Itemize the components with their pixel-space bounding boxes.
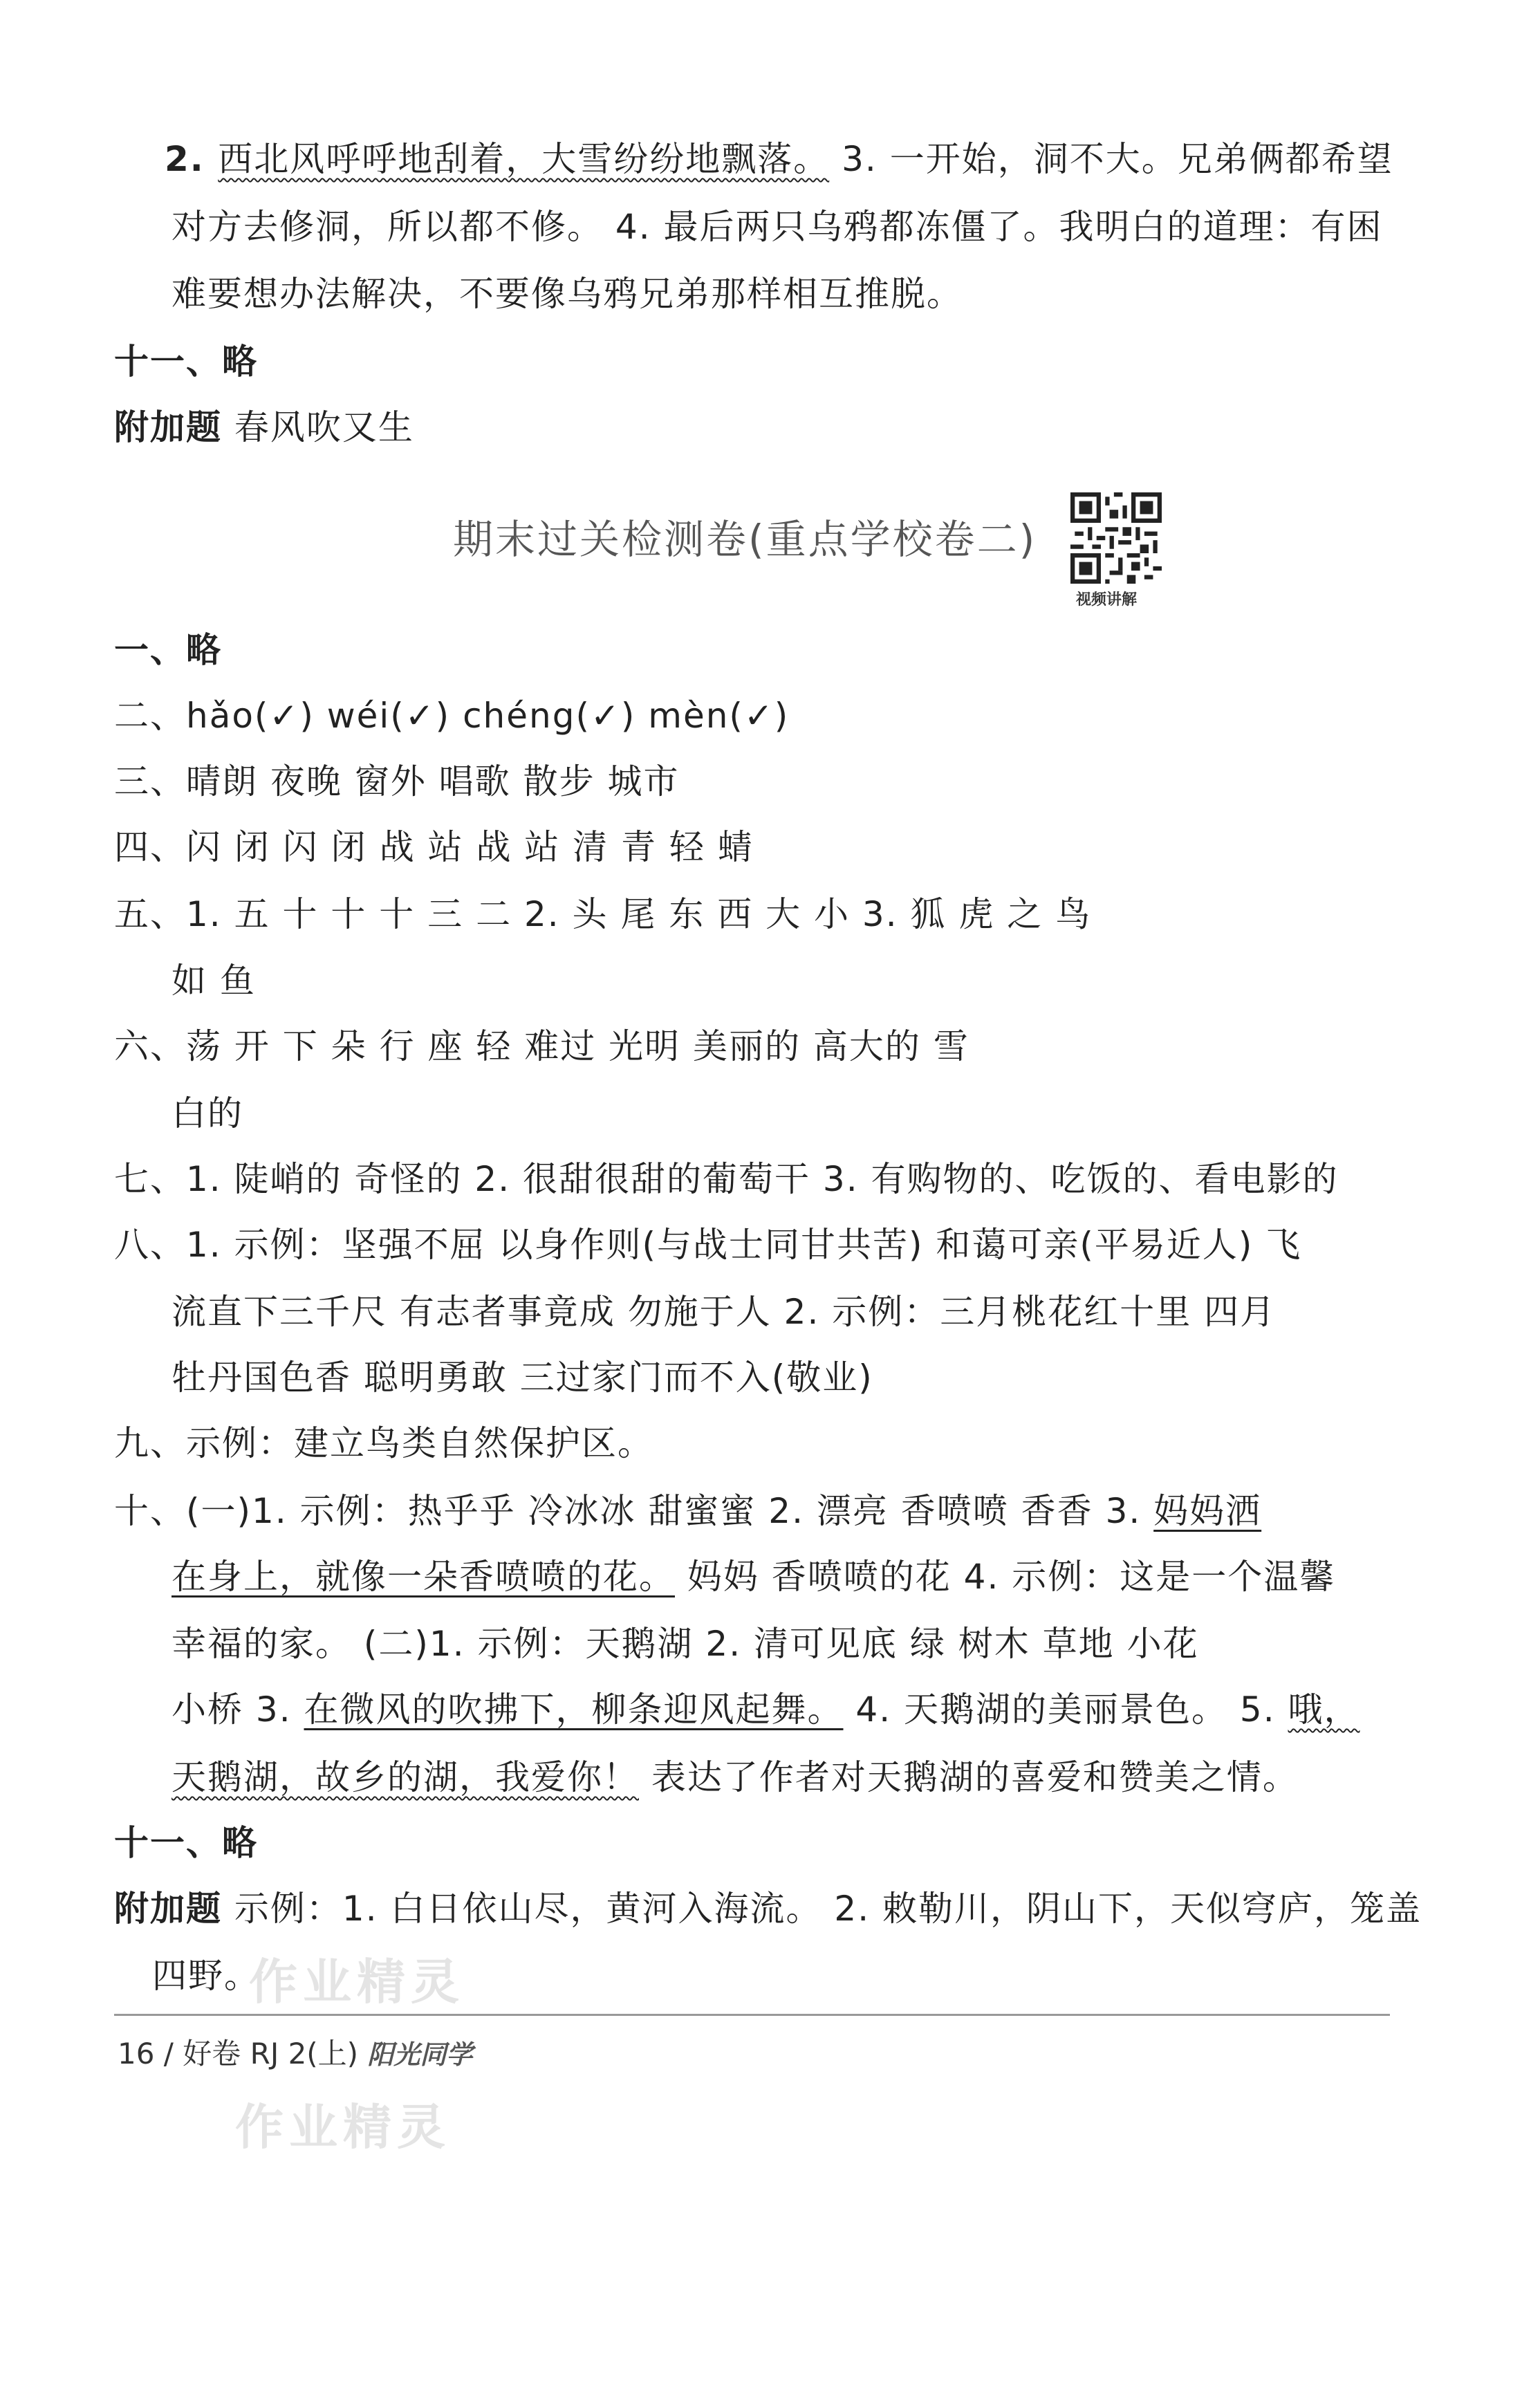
watermark: 作业精灵 (235, 2099, 451, 2156)
bonus-line (114, 403, 414, 452)
underlined-answer: 在身上，就像一朵香喷喷的花。 (171, 1557, 675, 1597)
answer-line: 如 鱼 (171, 961, 256, 1001)
answer-text: 4. 天鹅湖的美丽景色。 5. (843, 1689, 1288, 1730)
qr-caption: 视频讲解 (1076, 591, 1138, 609)
answer-line: 四、闪 闭 闪 闭 战 站 战 站 清 青 轻 蜻 (114, 827, 754, 867)
answer-line (165, 135, 1393, 183)
answer-line: 白的 (171, 1093, 243, 1133)
answer-line: 牡丹国色香 聪明勇敢 三过家门而不入(敬业) (171, 1358, 873, 1398)
footer-divider (114, 2014, 1390, 2016)
answer-line: 四野。 (152, 1956, 260, 1996)
bonus-answer: 春风吹又生 (222, 407, 414, 447)
answer-line: 三、晴朗 夜晚 窗外 唱歌 散步 城市 (114, 761, 680, 802)
answer-line: 流直下三千尺 有志者事竟成 勿施于人 2. 示例：三月桃花红十里 四月 (171, 1292, 1277, 1332)
item-number: 2. (165, 139, 219, 179)
footer-text: 16 / 好卷 RJ 2(上) (118, 2037, 368, 2071)
qr-code[interactable] (1070, 492, 1162, 584)
answer-line: 九、示例：建立鸟类自然保护区。 (114, 1423, 653, 1463)
answer-line: 一、略 (114, 630, 222, 670)
answer-line (114, 1487, 1261, 1535)
answer-line: 八、1. 示例：坚强不屈 以身作则(与战士同甘共苦) 和蔼可亲(平易近人) 飞 (114, 1225, 1302, 1265)
section-title: 期末过关检测卷(重点学校卷二) (453, 516, 1037, 563)
answer-text: 3. 一开始，洞不大。兄弟俩都希望 (829, 139, 1393, 179)
section-heading: 十一、略 (114, 1823, 258, 1863)
bonus-answer: 示例：1. 白日依山尽，黄河入海流。 2. 敕勒川，阴山下，天似穹庐，笼盖 (222, 1889, 1422, 1929)
answer-line: 幸福的家。 (二)1. 示例：天鹅湖 2. 清可见底 绿 树木 草地 小花 (171, 1624, 1199, 1664)
underlined-answer: 妈妈洒 (1153, 1491, 1262, 1531)
answer-line: 七、1. 陡峭的 奇怪的 2. 很甜很甜的葡萄干 3. 有购物的、吃饭的、看电影的 (114, 1159, 1339, 1199)
answer-text: 表达了作者对天鹅湖的喜爱和赞美之情。 (639, 1757, 1299, 1797)
answer-text: 妈妈 香喷喷的花 4. 示例：这是一个温馨 (675, 1557, 1336, 1597)
answer-text: 十、(一)1. 示例：热乎乎 冷冰冰 甜蜜蜜 2. 漂亮 香喷喷 香香 3. (114, 1491, 1154, 1531)
page-footer (118, 2033, 472, 2075)
answer-line (171, 1685, 1359, 1734)
answer-text: 小桥 3. (171, 1689, 304, 1730)
answer-line: 二、hǎo(✓) wéi(✓) chéng(✓) mèn(✓) (114, 696, 790, 736)
answer-line: 难要想办法解决，不要像乌鸦兄弟那样相互推脱。 (171, 274, 963, 314)
brand-logo: 阳光同学 (367, 2039, 473, 2070)
bonus-label: 附加题 (114, 407, 222, 447)
bonus-label: 附加题 (114, 1889, 222, 1929)
answer-line: 六、荡 开 下 朵 行 座 轻 难过 光明 美丽的 高大的 雪 (114, 1026, 969, 1066)
wavy-underlined-answer: 天鹅湖，故乡的湖，我爱你！ (171, 1757, 639, 1797)
watermark: 作业精灵 (249, 1954, 465, 2010)
underlined-answer: 在微风的吹拂下，柳条迎风起舞。 (304, 1689, 844, 1730)
wavy-underlined-answer: 哦， (1288, 1689, 1360, 1730)
answer-line: 对方去修洞，所以都不修。 4. 最后两只乌鸦都冻僵了。我明白的道理：有困 (171, 207, 1383, 247)
answer-line (171, 1553, 1335, 1601)
bonus-line (114, 1884, 1422, 1933)
wavy-underlined-answer: 西北风呼呼地刮着，大雪纷纷地飘落。 (218, 139, 830, 179)
section-heading: 十一、略 (114, 342, 258, 382)
answer-line: 五、1. 五 十 十 十 三 二 2. 头 尾 东 西 大 小 3. 狐 虎 之 鸟 (114, 894, 1092, 934)
answer-line (171, 1753, 1299, 1802)
